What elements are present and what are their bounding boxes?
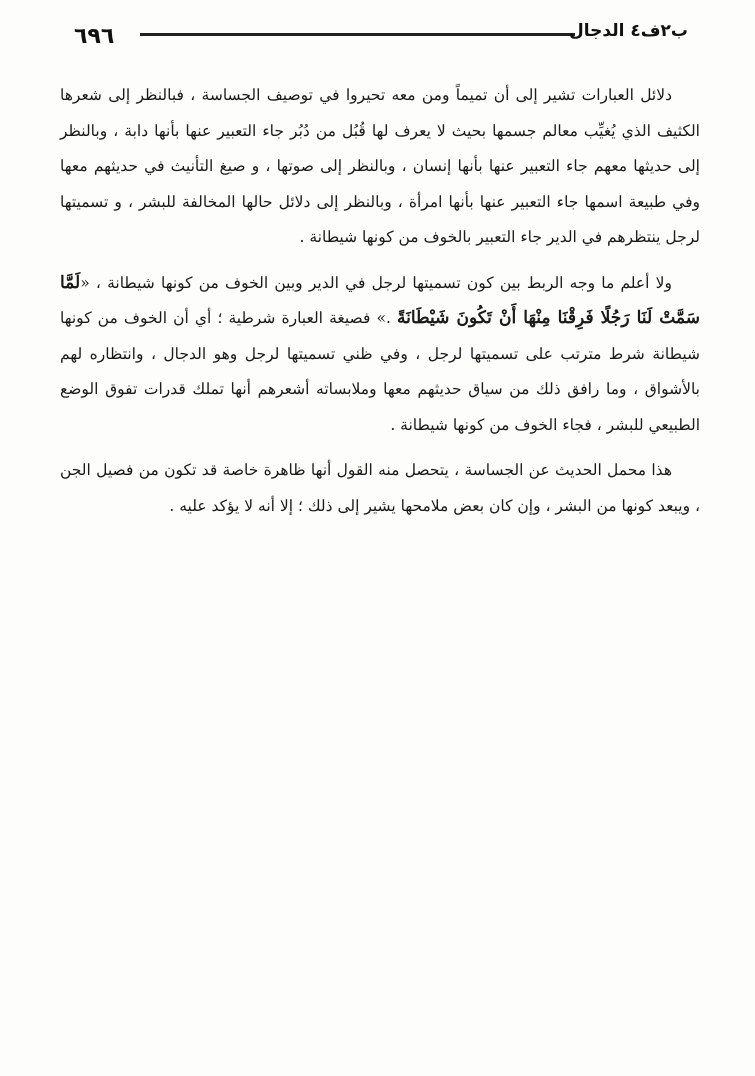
page-header — [60, 18, 688, 58]
hadith-quote: لَمَّا سَمَّتْ لَنَا رَجُلًا فَرِقْنَا مِنْهَا أَنْ تَكُونَ شَيْطَانَةً — [60, 272, 700, 328]
header-rule — [140, 33, 575, 36]
paragraph-2-lead: ولا أعلم ما وجه الربط بين كون تسميتها لرجل في الدير وبين الخوف من كونها شيطانة ، « — [80, 273, 672, 292]
paragraph-1: دلائل العبارات تشير إلى أن تميماً ومن معه تحيروا في توصيف الجساسة ، فبالنظر إلى شعرها الكثيف الذي يُغيِّب معالم جسمها بحيث لا يعرف لها قُبُل من دُبُر جاء التعبير عنها بأنها دابة ، وبالنظر إلى حديثها معهم جاء التعبير عنها بأنها إنسان ، وبالنظر إلى صوتها ، و صيغ التأنيث في حديثهم معها وفي طبيعة اسمها جاء التعبير عنها بأنها امرأة ، وبالنظر إلى دلائل حالها المخالفة للبشر ، و تسميتها لرجل ينتظرهم في الدير جاء التعبير بالخوف من كونها شيطانة . — [60, 86, 700, 246]
page-number: ٦٩٦ — [74, 24, 115, 49]
running-head: ب٢ف٤ الدجال — [569, 21, 688, 41]
body-text — [60, 78, 700, 534]
paragraph-2-rest: .» فصيغة العبارة شرطية ؛ أي أن الخوف من كونها شيطانة شرط مترتب على تسميتها لرجل ، وفي ظني تسميتها لرجل وهو الدجال ، وانتظاره لهم بالأشواق ، وما رافق ذلك من سياق حديثهم معها وملابساته أشعرهم أنها تملك قدرات تفوق الوضع الطبيعي للبشر ، فجاء الخوف من كونها شيطانة . — [60, 309, 700, 434]
paragraph-3: هذا محمل الحديث عن الجساسة ، يتحصل منه القول أنها ظاهرة خاصة قد تكون من فصيل الجن ، ويبعد كونها من البشر ، وإن كان بعض ملامحها يشير إلى ذلك ؛ إلا أنه لا يؤكد عليه . — [60, 461, 700, 515]
paragraph-2 — [60, 266, 700, 444]
